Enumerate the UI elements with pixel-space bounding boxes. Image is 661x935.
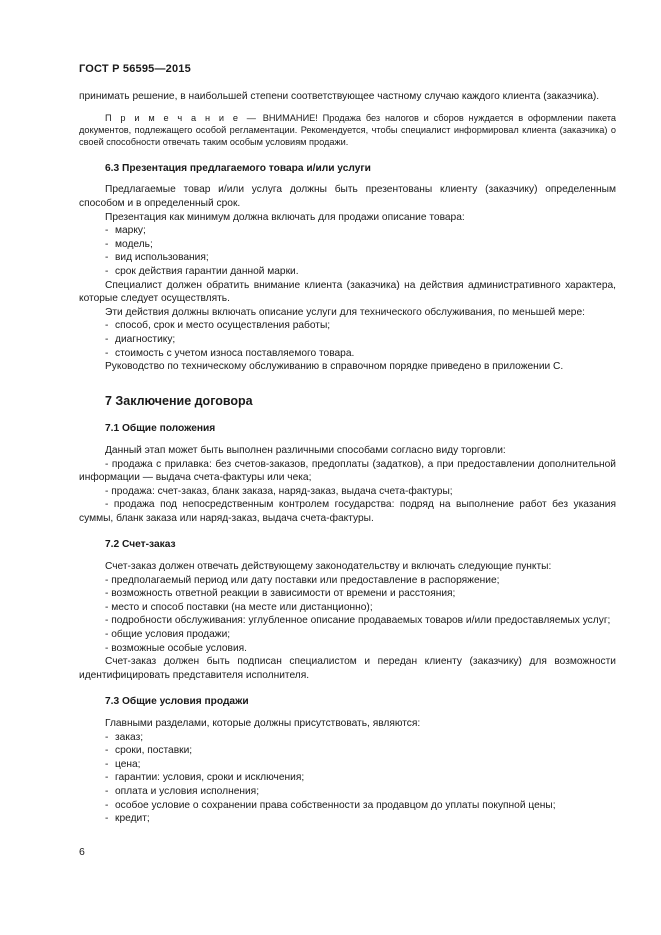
list-item: - предполагаемый период или дату поставки или предоставление в распоряжение; (105, 574, 500, 586)
list-item: - продажа с прилавка: без счетов-заказов, предоплаты (задатков), а при предоставлении дополнительной информации — выдача счета-фактуры или чека; (79, 458, 616, 484)
s63-paragraph-5: Руководство по техническому обслуживанию в справочном порядке приведено в приложении С. (105, 361, 564, 373)
list-item: - вид использования; (105, 252, 209, 264)
section-7-3-heading: 7.3 Общие условия продажи (105, 696, 249, 708)
list-item: - заказ; (105, 731, 144, 743)
s63-paragraph-1: Предлагаемые товар и/или услуга должны быть презентованы клиенту (заказчику) определенным способом и в определенный срок. (79, 184, 616, 209)
s71-paragraph-1: Данный этап может быть выполнен различными способами согласно виду торговли: (105, 444, 506, 456)
document-header: ГОСТ Р 56595—2015 (79, 63, 191, 75)
s72-paragraph-2: Счет-заказ должен быть подписан специалистом и передан клиенту (заказчику) для возможности идентифицировать представителя исполнителя. (79, 656, 616, 681)
section-7-1-heading: 7.1 Общие положения (105, 423, 216, 435)
s73-paragraph-1: Главными разделами, которые должны присутствовать, являются: (105, 718, 421, 729)
page-content (79, 90, 616, 826)
list-item: - подробности обслуживания: углубленное описание продаваемых товаров и/или предоставляемых услуг; (105, 615, 611, 627)
list-item: - кредит; (105, 813, 150, 825)
page-number: 6 (79, 846, 85, 858)
s63-paragraph-4: Эти действия должны включать описание услуги для технического обслуживания, по меньшей мере: (105, 306, 585, 318)
list-item: - оплата и условия исполнения; (105, 785, 260, 797)
list-item: - стоимость с учетом износа поставляемого товара. (105, 347, 355, 359)
intro-paragraph: принимать решение, в наибольшей степени соответствующее частному случаю каждого клиента (заказчика). (79, 91, 600, 102)
list-item: - срок действия гарантии данной марки. (105, 265, 299, 277)
list-item: - продажа под непосредственным контролем государства: подряд на выполнение работ без указания суммы, бланк заказа или наряд-заказ, выдача счета-фактуры. (79, 499, 616, 524)
list-item: - общие условия продажи; (105, 629, 231, 641)
list-item: - особое условие о сохранении права собственности за продавцом до уплаты покупной цены; (105, 799, 556, 811)
list-item: - способ, срок и место осуществления работы; (105, 320, 331, 332)
list-item: - место и способ поставки (на месте или дистанционно); (105, 601, 373, 613)
note-text: ВНИМАНИЕ! Продажа без налогов и сборов нуждается в оформлении пакета документов, подлежащего особой регламентации. Рекомендуется, чтобы специалист информировал клиента (заказчика) о своей способности отвечать таким особым условиям продажи. (79, 112, 616, 148)
list-item: - продажа: счет-заказ, бланк заказа, наряд-заказ, выдача счета-фактуры; (105, 485, 453, 497)
list-item: - диагностику; (105, 333, 176, 345)
section-7-2-heading: 7.2 Счет-заказ (105, 539, 176, 551)
list-item: - гарантии: условия, сроки и исключения; (105, 772, 305, 784)
s63-paragraph-3: Специалист должен обратить внимание клиента (заказчика) на действия административного характера, которые следует осуществлять. (79, 279, 616, 305)
list-item: - марку; (105, 225, 146, 237)
list-item: - возможность ответной реакции в зависимости от времени и расстояния; (105, 588, 456, 600)
chapter-7-heading: 7 Заключение договора (105, 393, 253, 408)
list-item: - сроки, поставки; (105, 745, 193, 757)
list-item: - возможные особые условия. (105, 642, 248, 654)
section-6-3-heading: 6.3 Презентация предлагаемого товара и/или услуги (105, 162, 371, 174)
note-paragraph (79, 112, 616, 149)
list-item: - цена; (105, 758, 141, 770)
list-item: - модель; (105, 238, 153, 250)
s63-paragraph-2: Презентация как минимум должна включать для продажи описание товара: (105, 211, 465, 223)
s72-paragraph-1: Счет-заказ должен отвечать действующему законодательству и включать следующие пункты: (105, 561, 552, 573)
note-label: П р и м е ч а н и е — (105, 112, 258, 123)
